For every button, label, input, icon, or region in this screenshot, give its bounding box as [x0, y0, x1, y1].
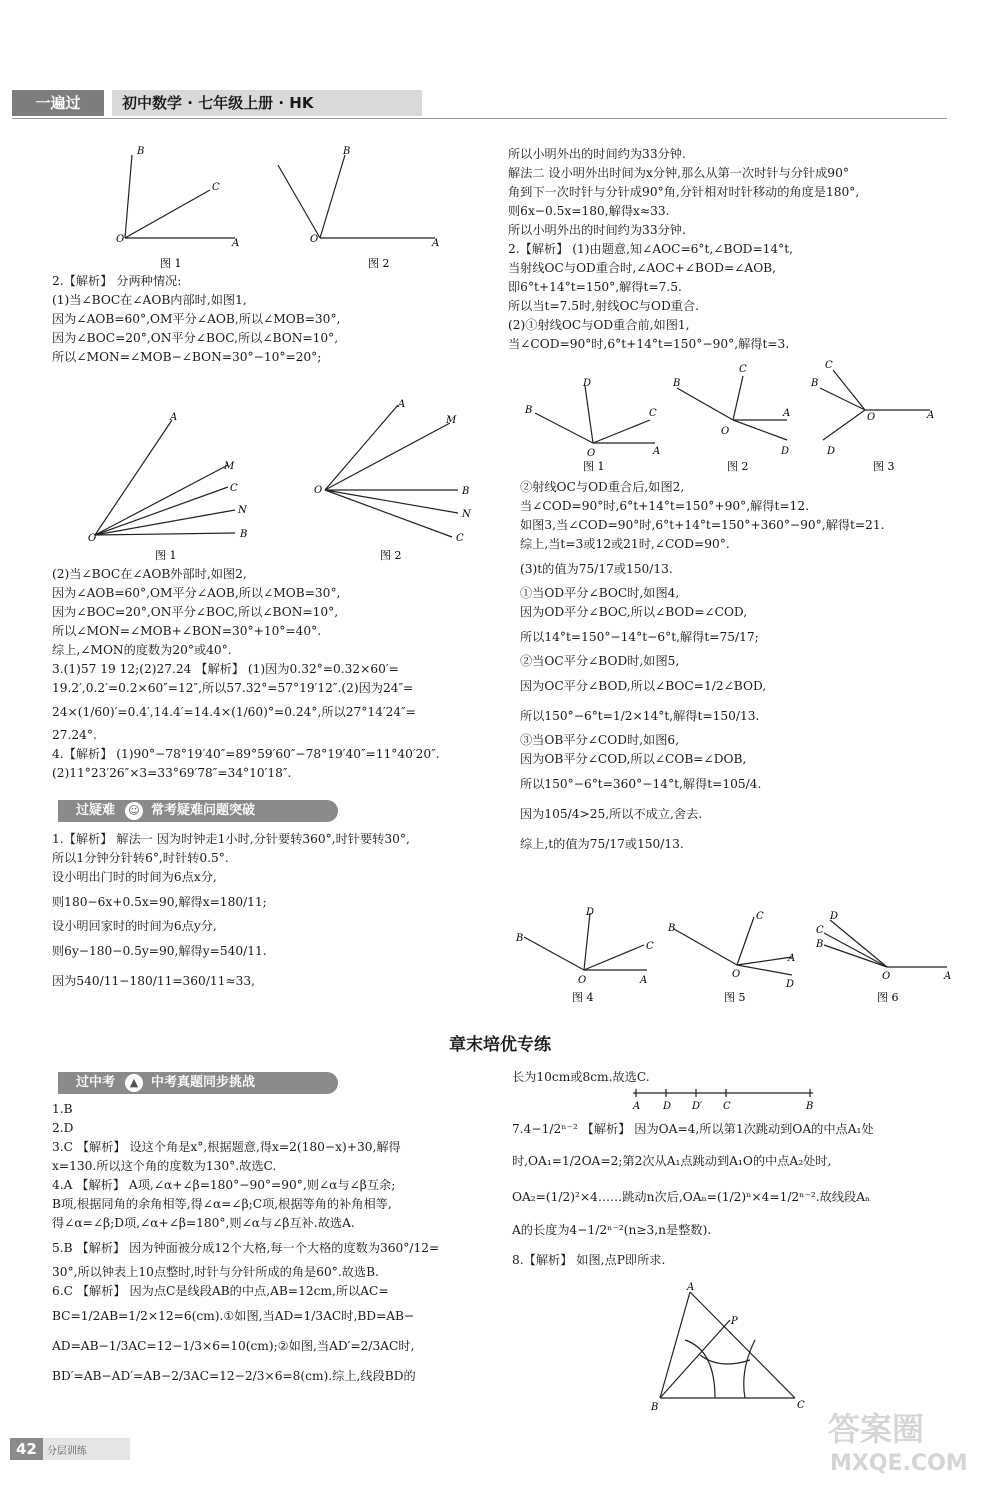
text-line: 2.【解析】 (1)由题意,知∠AOC=6°t,∠BOD=14°t, [508, 242, 794, 256]
fig-caption: 图 5 [724, 991, 746, 1004]
text-line: 4.A 【解析】 A项,∠α+∠β=180°−90°=90°,则∠α与∠β互余; [52, 1178, 396, 1192]
left-q1-text [52, 830, 410, 996]
text-line: 解法二 设小明外出时间为x分钟,那么从第一次时针与分针成90° [508, 166, 849, 180]
svg-text:D: D [781, 446, 790, 457]
svg-text:B: B [525, 405, 533, 416]
text-line: ③当OB平分∠COD时,如图6, [520, 733, 680, 747]
page-title: 初中数学 · 七年级上册 · HK [112, 90, 422, 116]
text-line: 所以14°t=150°−14°t−6°t,解得t=75/17; [520, 630, 759, 644]
svg-text:O: O [882, 971, 891, 982]
text-line: 1.【解析】 解法一 因为时钟走1小时,分针要转360°,时针要转30°, [52, 832, 410, 846]
fig-label: O [88, 533, 97, 544]
text-line: 时,OA₁=1/2OA=2;第2次从A₁点跳动到A₁O的中点A₂处时, [512, 1154, 832, 1168]
fig-caption: 图 4 [572, 991, 594, 1004]
segment-label: A [633, 1101, 641, 1112]
left-top-figures [110, 140, 460, 275]
section-band-exam [58, 1072, 338, 1094]
text-line: 因为OC平分∠BOD,所以∠BOC=1/2∠BOD, [520, 679, 767, 693]
left-q2-text [52, 272, 340, 367]
right-mid-text [520, 478, 885, 859]
segment-label: B [806, 1101, 814, 1112]
svg-text:C: C [649, 408, 657, 419]
text-line: ①当OD平分∠BOC时,如图4, [520, 586, 680, 600]
text-line: 所以150°−6°t=1/2×14°t,解得t=150/13. [520, 709, 760, 723]
text-line: 1.B [52, 1102, 73, 1116]
text-line: 因为OD平分∠BOC,所以∠BOD=∠COD, [520, 605, 748, 619]
text-line: 当∠COD=90°时,6°t+14°t=150°+90°,解得t=12. [520, 499, 809, 513]
text-line: B项,根据同角的余角相等,得∠α=∠β;C项,根据等角的补角相等, [52, 1197, 392, 1211]
right-top-text [508, 145, 859, 354]
fig-label: N [462, 509, 471, 520]
svg-text:A: A [788, 953, 796, 964]
svg-text:B: B [811, 378, 819, 389]
right-figures-4-6 [512, 905, 957, 1010]
text-line: 则6y−180−0.5y=90,解得y=540/11. [52, 944, 267, 958]
fig-caption: 图 3 [873, 460, 895, 473]
text-line: 所以∠MON=∠MOB+∠BON=30°+10°=40°. [52, 624, 322, 638]
text-line: BC=1/2AB=1/2×12=6(cm).①如图,当AD=1/3AC时,BD=AB− [52, 1309, 415, 1323]
triangle-label: B [651, 1402, 659, 1413]
text-line: 综上,∠MON的度数为20°或40°. [52, 643, 232, 657]
band-title: 中考真题同步挑战 [151, 1075, 256, 1090]
text-line: 所以∠MON=∠MOB−∠BON=30°−10°=20°; [52, 350, 322, 364]
text-line: 19.2′,0.2′=0.2×60″=12″,所以57.32°=57°19′12″.(2)因为24″= [52, 681, 414, 695]
text-line: 所以小明外出的时间约为33分钟. [508, 223, 686, 237]
left-q2b-text [52, 565, 440, 783]
svg-text:A: A [783, 408, 791, 419]
right-bottom-text-2 [512, 1115, 874, 1275]
text-line: ②当OC平分∠BOD时,如图5, [520, 654, 680, 668]
triangle-label: C [797, 1400, 805, 1411]
svg-text:C: C [646, 941, 654, 952]
fig-label: O [310, 234, 319, 245]
fig-label: A [170, 412, 178, 423]
svg-text:O: O [587, 448, 596, 459]
svg-text:D: D [827, 446, 836, 457]
page-header [12, 90, 947, 116]
svg-text:B: B [673, 378, 681, 389]
svg-text:O: O [732, 969, 741, 980]
svg-text:MXQE.COM: MXQE.COM [830, 1451, 968, 1476]
triangle-label: P [731, 1316, 738, 1327]
text-line: 设小明出门时的时间为6点x分, [52, 870, 217, 884]
text-line: 因为∠BOC=20°,ON平分∠BOC,所以∠BON=10°, [52, 331, 339, 345]
text-line: 当∠COD=90°时,6°t+14°t=150°−90°,解得t=3. [508, 337, 790, 351]
text-line: (2)①射线OC与OD重合前,如图1, [508, 318, 690, 332]
fig-label: A [232, 238, 240, 249]
svg-text:C: C [756, 911, 764, 922]
segment-figure [628, 1085, 823, 1113]
triangle-label: A [687, 1282, 695, 1293]
svg-text:B: B [516, 933, 524, 944]
fig-label: M [446, 415, 457, 426]
text-line: 设小明回家时的时间为6点y分, [52, 919, 217, 933]
text-line: 30°,所以钟表上10点整时,时针与分针所成的角是60°.故选B. [52, 1265, 379, 1279]
face-icon: ☺ [125, 802, 143, 820]
text-line: 27.24°. [52, 728, 97, 742]
cap-icon: ▲ [125, 1074, 143, 1092]
text-line: 3.C 【解析】 设这个角是x°,根据题意,得x=2(180−x)+30,解得 [52, 1140, 401, 1154]
text-line: (3)t的值为75/17或150/13. [520, 562, 673, 576]
fig-label: C [230, 483, 238, 494]
text-line: 2.D [52, 1121, 74, 1135]
page-number: 42 [10, 1438, 43, 1460]
svg-text:A: A [944, 971, 952, 982]
text-line: 得∠α=∠β;D项,∠α+∠β=180°,则∠α与∠β互补.故选A. [52, 1216, 355, 1230]
text-line: ②射线OC与OD重合后,如图2, [520, 480, 685, 494]
section-band-difficult [58, 800, 338, 822]
text-line: (1)当∠BOC在∠AOB内部时,如图1, [52, 293, 247, 307]
fig-label: B [137, 146, 145, 157]
text-line: 因为540/11−180/11=360/11≈33, [52, 974, 256, 988]
text-line: 因为∠AOB=60°,OM平分∠AOB,所以∠MOB=30°, [52, 586, 341, 600]
watermark-logo [818, 1400, 988, 1480]
text-line: 7.4−1/2ⁿ⁻² 【解析】 因为OA=4,所以第1次跳动到OA的中点A₁处 [512, 1122, 874, 1136]
text-line: 2.【解析】 分两种情况: [52, 274, 182, 288]
svg-text:D: D [830, 911, 839, 922]
text-line: BD′=AB−AD′=AB−2/3AC=12−2/3×6=8(cm).综上,线段BD的 [52, 1369, 416, 1383]
text-line: AD=AB−1/3AC=12−1/3×6=10(cm);②如图,当AD′=2/3AC时, [52, 1339, 415, 1353]
svg-text:O: O [867, 412, 876, 423]
fig-label: A [398, 399, 406, 410]
text-line: 则180−6x+0.5x=90,解得x=180/11; [52, 895, 267, 909]
svg-text:C: C [739, 364, 747, 375]
text-line: 如图3,当∠COD=90°时,6°t+14°t=150°+360°−90°,解得t=21. [520, 518, 885, 532]
svg-text:D: D [786, 979, 795, 990]
text-line: OA₂=(1/2)²×4……跳动n次后,OAₙ=(1/2)ⁿ×4=1/2ⁿ⁻².故线段Aₙ [512, 1190, 871, 1204]
header-rule [12, 118, 947, 119]
fig-label: M [224, 461, 235, 472]
fig-caption: 图 1 [583, 460, 605, 473]
text-line: 则6x−0.5x=180,解得x≈33. [508, 204, 670, 218]
fig-caption: 图 2 [368, 257, 390, 270]
fig-label: O [116, 234, 125, 245]
text-line: 当射线OC与OD重合时,∠AOC+∠BOD=∠AOB, [508, 261, 777, 275]
text-line: 8.【解析】 如图,点P即所求. [512, 1253, 666, 1267]
text-line: 所以当t=7.5时,射线OC与OD重合. [508, 299, 700, 313]
svg-text:C: C [816, 925, 824, 936]
text-line: 长为10cm或8cm.故选C. [512, 1070, 650, 1084]
band-title: 常考疑难问题突破 [151, 803, 256, 818]
fig-caption: 图 1 [160, 257, 182, 270]
text-line: 5.B 【解析】 因为钟面被分成12个大格,每一个大格的度数为360°/12= [52, 1241, 440, 1255]
text-line: 因为∠BOC=20°,ON平分∠BOC,所以∠BON=10°, [52, 605, 339, 619]
text-line: 因为OB平分∠COD,所以∠COB=∠DOB, [520, 752, 747, 766]
text-line: 3.(1)57 19 12;(2)27.24 【解析】 (1)因为0.32°=0.32×60′= [52, 662, 399, 676]
svg-text:O: O [721, 426, 730, 437]
fig-label: A [432, 238, 440, 249]
fig-label: O [314, 485, 323, 496]
svg-text:O: O [578, 975, 587, 986]
svg-text:D: D [583, 378, 592, 389]
text-line: A的长度为4−1/2ⁿ⁻²(n≥3,n是整数). [512, 1223, 712, 1237]
right-figures-1-3 [515, 358, 955, 478]
fig-label: C [212, 182, 220, 193]
text-line: 因为105/4>25,所以不成立,舍去. [520, 807, 703, 821]
fig-caption: 图 1 [155, 549, 177, 562]
segment-label: D′ [692, 1101, 703, 1112]
fig-label: C [456, 533, 464, 544]
text-line: 24×(1/60)′=0.4′,14.4′=14.4×(1/60)°=0.24°,所以27°14′24″= [52, 705, 416, 719]
fig-label: B [343, 146, 351, 157]
fig-caption: 图 2 [727, 460, 749, 473]
text-line: 所以小明外出的时间约为33分钟. [508, 147, 686, 161]
svg-text:C: C [825, 360, 833, 371]
chapter-title: 章末培优专练 [449, 1035, 551, 1055]
page-footer [10, 1438, 130, 1460]
svg-text:B: B [816, 939, 824, 950]
svg-text:B: B [668, 923, 676, 934]
text-line: x=130.所以这个角的度数为130°.故选C. [52, 1159, 277, 1173]
svg-text:A: A [927, 410, 935, 421]
text-line: 4.【解析】 (1)90°−78°19′40″=89°59′60″−78°19′40″=11°40′20″. [52, 747, 440, 761]
left-bottom-text [52, 1100, 439, 1391]
text-line: 即6°t+14°t=150°,解得t=7.5. [508, 280, 682, 294]
text-line: 综上,当t=3或12或21时,∠COD=90°. [520, 537, 730, 551]
svg-text:D: D [586, 907, 595, 918]
svg-text:答案圈: 答案圈 [828, 1410, 925, 1448]
svg-text:A: A [640, 975, 648, 986]
fig-label: B [240, 529, 248, 540]
band-label: 过疑难 [76, 803, 116, 818]
svg-text:A: A [653, 446, 661, 457]
triangle-figure [645, 1280, 820, 1415]
left-mid-figures [80, 395, 490, 570]
fig-caption: 图 2 [380, 549, 402, 562]
page-tag: 分层训练 [46, 1446, 87, 1457]
fig-caption: 图 6 [877, 991, 899, 1004]
text-line: 角到下一次时针与分针成90°角,分针相对时针移动的角度是180°, [508, 185, 860, 199]
text-line: 综上,t的值为75/17或150/13. [520, 837, 684, 851]
segment-label: C [723, 1101, 731, 1112]
text-line: (2)11°23′26″×3=33°69′78″=34°10′18″. [52, 766, 292, 780]
text-line: 所以1分钟分针转6°,时针转0.5°. [52, 851, 229, 865]
band-label: 过中考 [76, 1075, 116, 1090]
text-line: 6.C 【解析】 因为点C是线段AB的中点,AB=12cm,所以AC= [52, 1284, 389, 1298]
fig-label: B [462, 486, 470, 497]
brand-logo: 一遍过 [12, 90, 104, 116]
fig-label: N [238, 505, 247, 516]
segment-label: D [663, 1101, 672, 1112]
text-line: 所以150°−6°t=360°−14°t,解得t=105/4. [520, 777, 762, 791]
text-line: (2)当∠BOC在∠AOB外部时,如图2, [52, 567, 247, 581]
text-line: 因为∠AOB=60°,OM平分∠AOB,所以∠MOB=30°, [52, 312, 341, 326]
